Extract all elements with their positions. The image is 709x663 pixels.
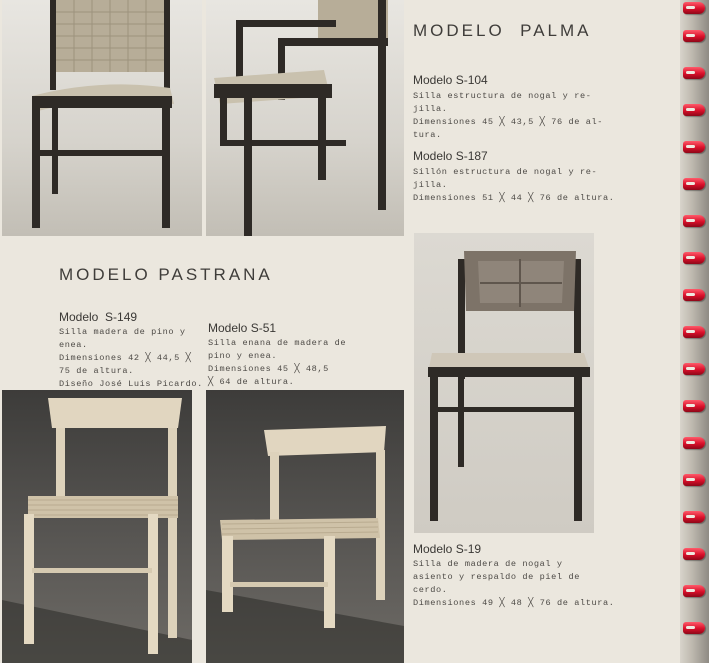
photo-armchair-s187 [206, 0, 404, 236]
description-line: enea. [59, 340, 88, 350]
binding-ring [683, 511, 705, 523]
photo-chair-s51 [206, 390, 404, 663]
binding-ring [683, 548, 705, 560]
binding-ring [683, 215, 705, 227]
description-line: Silla de madera de nogal y [413, 559, 563, 569]
binding-ring [683, 67, 705, 79]
description-line: Sillón estructura de nogal y re- [413, 167, 598, 177]
binding-ring [683, 363, 705, 375]
description-line: Silla enana de madera de [208, 338, 347, 348]
description-line: Dimensiones 51 ╳ 44 ╳ 76 de altura. [413, 193, 615, 203]
model-description-s51 [208, 337, 346, 389]
model-title-s51: Modelo S-51 [208, 321, 277, 335]
model-title-s104: Modelo S-104 [413, 73, 488, 87]
description-line: tura. [413, 130, 442, 140]
binding-ring [683, 30, 705, 42]
binding-ring [683, 289, 705, 301]
binding-ring [683, 585, 705, 597]
description-line: jilla. [413, 104, 448, 114]
model-description-s104 [413, 90, 603, 142]
binding-ring [683, 474, 705, 486]
photo-chair-s104 [2, 0, 202, 236]
binding-ring [683, 326, 705, 338]
section-heading-palma: MODELO PALMA [413, 21, 592, 40]
model-description-s149 [59, 326, 203, 391]
description-line: Diseño José Luis Picardo. [59, 379, 203, 389]
binding-ring [683, 400, 705, 412]
model-title-s19: Modelo S-19 [413, 542, 482, 556]
section-heading-pastrana: MODELO PASTRANA [59, 265, 273, 284]
description-line: Dimensiones 49 ╳ 48 ╳ 76 de altura. [413, 598, 615, 608]
binding-ring [683, 2, 705, 14]
description-line: ╳ 64 de altura. [208, 377, 295, 387]
description-line: cerdo. [413, 585, 448, 595]
model-description-s187 [413, 166, 615, 205]
description-line: jilla. [413, 180, 448, 190]
description-line: pino y enea. [208, 351, 278, 361]
description-line: Dimensiones 45 ╳ 48,5 [208, 364, 329, 374]
description-line: Dimensiones 42 ╳ 44,5 ╳ [59, 353, 192, 363]
model-description-s19 [413, 558, 615, 610]
binding-ring [683, 437, 705, 449]
spiral-binding [680, 0, 709, 663]
photo-chair-s19 [414, 233, 594, 533]
model-title-s187: Modelo S-187 [413, 149, 488, 163]
description-line: 75 de altura. [59, 366, 134, 376]
photo-chair-s149 [2, 390, 192, 663]
binding-ring [683, 141, 705, 153]
binding-ring [683, 104, 705, 116]
binding-ring [683, 622, 705, 634]
binding-ring [683, 178, 705, 190]
description-line: Silla madera de pino y [59, 327, 186, 337]
binding-ring [683, 252, 705, 264]
description-line: Silla estructura de nogal y re- [413, 91, 592, 101]
description-line: asiento y respaldo de piel de [413, 572, 580, 582]
model-title-s149: Modelo S-149 [59, 310, 138, 324]
description-line: Dimensiones 45 ╳ 43,5 ╳ 76 de al- [413, 117, 604, 127]
